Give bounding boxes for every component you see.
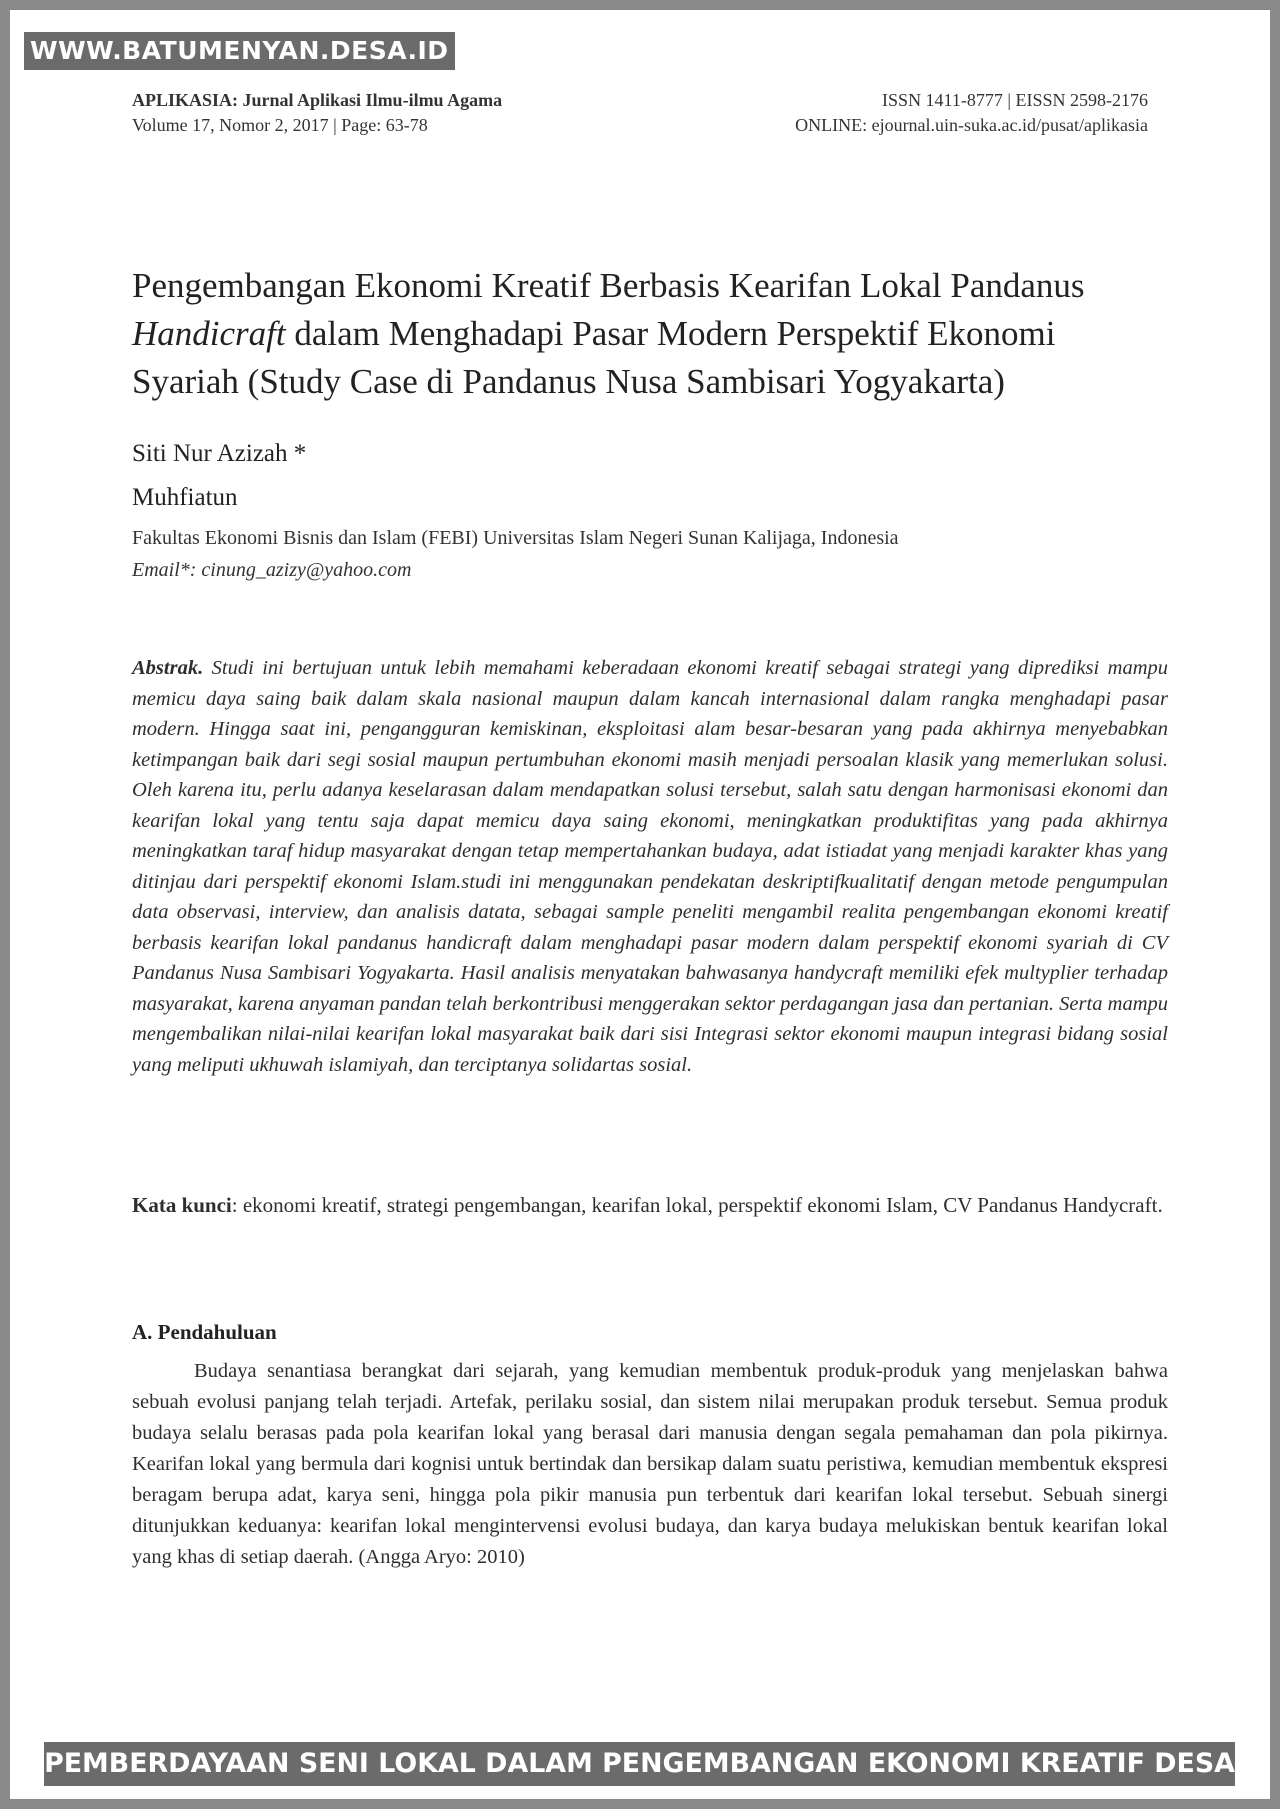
author-affiliation: Fakultas Ekonomi Bisnis dan Islam (FEBI) Universitas Islam Negeri Sunan Kalijaga, Indonesia xyxy=(132,527,899,549)
keywords xyxy=(132,1190,1168,1220)
keywords-label: Kata kunci xyxy=(132,1193,232,1217)
abstract-text: Studi ini bertujuan untuk lebih memahami keberadaan ekonomi kreatif sebagai strategi yang diprediksi mampu memicu daya saing baik dalam skala nasional maupun dalam kancah internasional dalam rangka menghadapi pasar modern. Hingga saat ini, pengangguran kemiskinan, eksploitasi alam besar-besaran yang pada akhirnya menyebabkan ketimpangan baik dari segi sosial maupun pertumbuhan ekonomi masih menjadi persoalan klasik yang memerlukan solusi. Oleh karena itu, perlu adanya keselarasan dalam mendapatkan solusi tersebut, salah satu dengan harmonisasi ekonomi dan kearifan lokal yang tentu saja dapat memicu daya saing ekonomi, meningkatkan produktifitas yang pada akhirnya meningkatkan taraf hidup masyarakat dengan tetap mempertahankan budaya, adat istiadat yang menjadi karakter khas yang ditinjau dari perspektif ekonomi Islam.studi ini menggunakan pendekatan deskriptifkualitatif dengan metode pengumpulan data observasi, interview, dan analisis datata, sebagai sample peneliti mengambil realita pengembangan ekonomi kreatif berbasis kearifan lokal pandanus handicraft dalam menghadapi pasar modern dalam perspektif ekonomi syariah di CV Pandanus Nusa Sambisari Yogyakarta. Hasil analisis menyatakan bahwasanya handycraft memiliki efek multyplier terhadap masyarakat, karena anyaman pandan telah berkontribusi menggerakan sektor perdagangan jasa dan pertanian. Serta mampu mengembalikan nilai-nilai kearifan lokal masyarakat baik dari sisi Integrasi sektor ekonomi maupun integrasi bidang sosial yang meliputi ukhuwah islamiyah, dan terciptanya solidartas sosial. xyxy=(132,657,1168,1076)
watermark-top: WWW.BATUMENYAN.DESA.ID xyxy=(24,32,455,70)
watermark-bottom: PEMBERDAYAAN SENI LOKAL DALAM PENGEMBANGAN EKONOMI KREATIF DESA xyxy=(44,1742,1235,1786)
journal-header-left xyxy=(132,88,502,138)
title-italic-word: Handicraft xyxy=(132,314,286,353)
keywords-text: : ekonomi kreatif, strategi pengembangan, kearifan lokal, perspektif ekonomi Islam, CV Pandanus Handycraft. xyxy=(231,1193,1163,1217)
title-line-2-rest: dalam Menghadapi Pasar Modern Perspektif Ekonomi xyxy=(285,314,1056,353)
abstract-label: Abstrak. xyxy=(132,657,204,679)
paper-title xyxy=(132,262,1172,406)
journal-issn: ISSN 1411-8777 | EISSN 2598-2176 xyxy=(882,90,1148,110)
journal-online: ONLINE: ejournal.uin-suka.ac.id/pusat/aplikasia xyxy=(795,115,1148,135)
author-1: Siti Nur Azizah * xyxy=(132,440,307,467)
author-2: Muhfiatun xyxy=(132,484,238,511)
journal-name: APLIKASIA: Jurnal Aplikasi Ilmu-ilmu Agama xyxy=(132,90,503,110)
author-email: Email*: cinung_azizy@yahoo.com xyxy=(132,559,412,581)
title-line-3: Syariah (Study Case di Pandanus Nusa Sambisari Yogyakarta) xyxy=(132,362,1005,401)
section-body: Budaya senantiasa berangkat dari sejarah, yang kemudian membentuk produk-produk yang menjelaskan bahwa sebuah evolusi panjang telah terjadi. Artefak, perilaku sosial, dan sistem nilai merupakan produk tersebut. Semua produk budaya selalu berasas pada pola kearifan lokal yang berasal dari manusia dengan segala pemahaman dan pola pikirnya. Kearifan lokal yang bermula dari kognisi untuk bertindak dan bersikap dalam suatu peristiwa, kemudian membentuk ekspresi beragam berupa adat, karya seni, hingga pola pikir manusia pun terbentuk dari kearifan lokal tersebut. Sebuah sinergi ditunjukkan keduanya: kearifan lokal mengintervensi evolusi budaya, dan karya budaya melukiskan bentuk kearifan lokal yang khas di setiap daerah. (Angga Aryo: 2010) xyxy=(132,1360,1168,1568)
abstract xyxy=(132,653,1168,1080)
journal-header-right xyxy=(795,88,1148,138)
section-heading: A. Pendahuluan xyxy=(132,1320,277,1344)
title-line-1: Pengembangan Ekonomi Kreatif Berbasis Kearifan Lokal Pandanus xyxy=(132,266,1085,305)
journal-volume: Volume 17, Nomor 2, 2017 | Page: 63-78 xyxy=(132,115,428,135)
document-page xyxy=(10,10,1270,1799)
title-line-2 xyxy=(132,310,1172,358)
